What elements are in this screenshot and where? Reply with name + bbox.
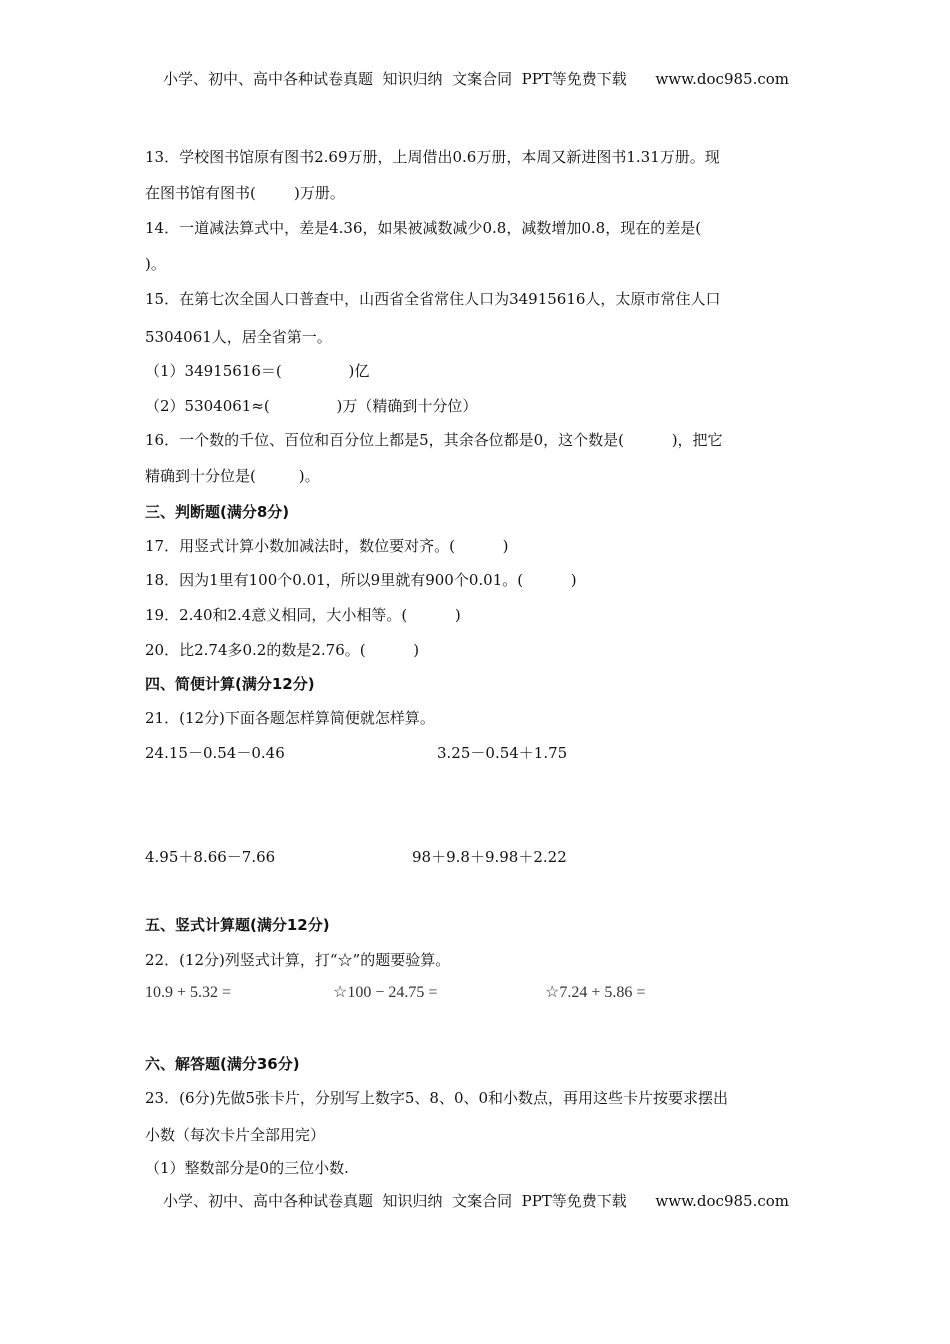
page-footer: 小学、初中、高中各种试卷真题 知识归纳 文案合同 PPT等免费下载 www.doc985.com xyxy=(163,1192,790,1210)
q23-sub1: （1）整数部分是0的三位小数. xyxy=(145,1159,349,1177)
expr-4: 98＋9.8＋9.98＋2.22 xyxy=(412,848,567,866)
section5-title: 五、竖式计算题(满分12分) xyxy=(145,916,330,934)
q16-line1: 16．一个数的千位、百位和百分位上都是5，其余各位都是0，这个数是( )，把它 xyxy=(145,431,723,449)
section6-title: 六、解答题(满分36分) xyxy=(145,1055,300,1073)
q23-line1: 23．(6分)先做5张卡片，分别写上数字5、8、0、0和小数点，再用这些卡片按要求摆出 xyxy=(145,1089,729,1107)
q17: 17．用竖式计算小数加减法时，数位要对齐。( ) xyxy=(145,537,509,555)
section4-title: 四、简便计算(满分12分) xyxy=(145,675,315,693)
q21: 21．(12分)下面各题怎样算简便就怎样算。 xyxy=(145,709,435,727)
q15-line2: 5304061人，居全省第一。 xyxy=(145,328,332,346)
q15-line1: 15．在第七次全国人口普查中，山西省全省常住人口为34915616人，太原市常住人口 xyxy=(145,290,721,308)
page-header: 小学、初中、高中各种试卷真题 知识归纳 文案合同 PPT等免费下载 www.doc985.com xyxy=(163,70,790,88)
q16-line2: 精确到十分位是( )。 xyxy=(145,467,320,485)
q14-line2: )。 xyxy=(145,255,166,273)
q20: 20．比2.74多0.2的数是2.76。( ) xyxy=(145,641,420,659)
q13-line1: 13．学校图书馆原有图书2.69万册，上周借出0.6万册，本周又新进图书1.31万册。现 xyxy=(145,148,720,166)
q19: 19．2.40和2.4意义相同，大小相等。( ) xyxy=(145,606,461,624)
q15-sub1: （1）34915616＝( )亿 xyxy=(145,362,370,380)
vertical-expr-2: ☆100 − 24.75 = xyxy=(333,984,438,1001)
q18: 18．因为1里有100个0.01，所以9里就有900个0.01。( ) xyxy=(145,571,577,589)
q14-line1: 14．一道减法算式中，差是4.36，如果被减数减少0.8，减数增加0.8，现在的差是( xyxy=(145,219,702,237)
expr-3: 4.95＋8.66－7.66 xyxy=(145,848,276,866)
vertical-expr-1: 10.9 + 5.32 = xyxy=(145,984,232,1001)
vertical-expr-3: ☆7.24 + 5.86 = xyxy=(545,984,646,1001)
q23-line2: 小数（每次卡片全部用完） xyxy=(145,1126,326,1144)
expr-1: 24.15－0.54－0.46 xyxy=(145,744,285,762)
q15-sub2: （2）5304061≈( )万（精确到十分位） xyxy=(145,397,478,415)
q22: 22．(12分)列竖式计算，打“☆”的题要验算。 xyxy=(145,951,451,969)
q13-line2: 在图书馆有图书( )万册。 xyxy=(145,184,345,202)
expr-2: 3.25－0.54＋1.75 xyxy=(437,744,568,762)
section3-title: 三、判断题(满分8分) xyxy=(145,503,290,521)
